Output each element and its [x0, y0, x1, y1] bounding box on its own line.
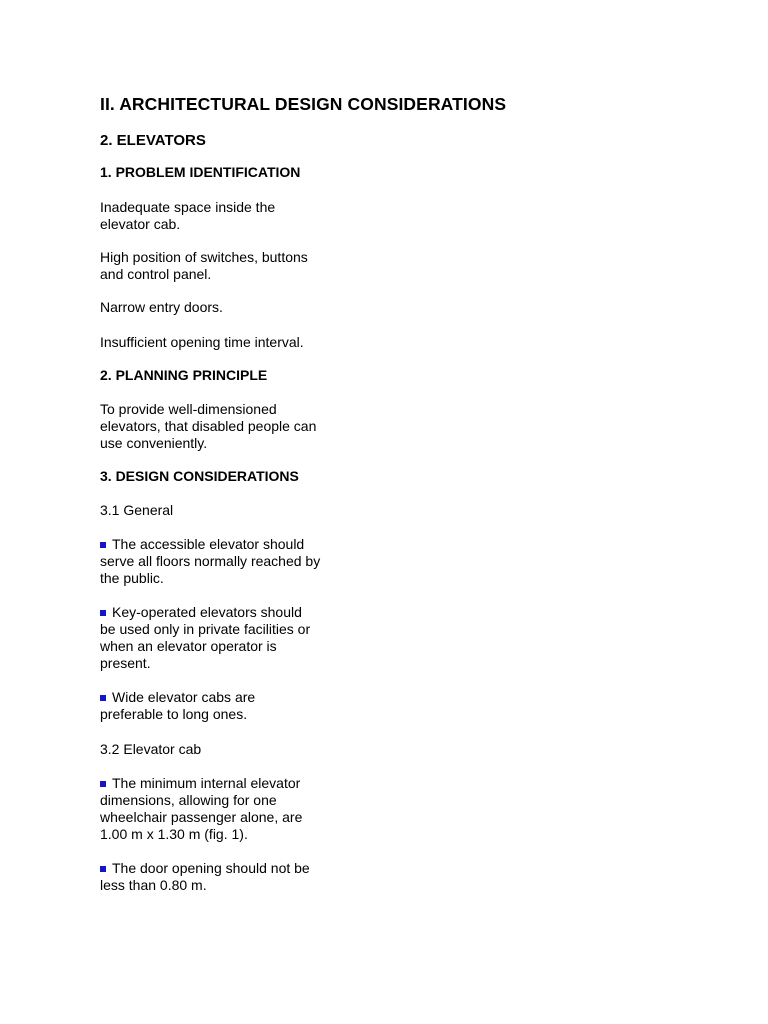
section-heading-elevators: 2. ELEVATORS [100, 132, 206, 149]
text-line: preferable to long ones. [100, 706, 248, 722]
text-line: wheelchair passenger alone, are [100, 809, 303, 825]
general-bullet-2 [100, 604, 310, 672]
text-line: Inadequate space inside the [100, 199, 276, 215]
text-line: The accessible elevator should [112, 536, 305, 552]
bullet-square-icon [100, 781, 106, 787]
text-line: less than 0.80 m. [100, 877, 207, 893]
text-line: 1.00 m x 1.30 m (fig. 1). [100, 826, 248, 842]
problem-item-4 [100, 334, 304, 351]
text-line: elevators, that disabled people can [100, 418, 317, 434]
text-line: elevator cab. [100, 216, 181, 232]
text-line: The door opening should not be [112, 860, 310, 876]
text-line: High position of switches, buttons [100, 249, 308, 265]
cab-bullet-2 [100, 860, 310, 894]
problem-item-1 [100, 199, 275, 233]
text-line: present. [100, 655, 151, 671]
cab-bullet-1 [100, 775, 302, 843]
bullet-square-icon [100, 866, 106, 872]
bullet-square-icon [100, 542, 106, 548]
text-line: dimensions, allowing for one [100, 792, 277, 808]
subheading-general: 3.1 General [100, 502, 174, 518]
subheading-elevator-cab: 3.2 Elevator cab [100, 741, 202, 757]
problem-item-3 [100, 299, 223, 316]
bullet-square-icon [100, 695, 106, 701]
general-bullet-1 [100, 536, 320, 587]
text-line: Wide elevator cabs are [112, 689, 256, 705]
text-line: The minimum internal elevator [112, 775, 301, 791]
heading-design-considerations: 3. DESIGN CONSIDERATIONS [100, 468, 299, 484]
heading-problem-identification: 1. PROBLEM IDENTIFICATION [100, 164, 301, 180]
planning-principle-text [100, 401, 316, 452]
general-bullet-3 [100, 689, 255, 723]
document-title: II. ARCHITECTURAL DESIGN CONSIDERATIONS [100, 94, 507, 114]
text-line: Narrow entry doors. [100, 299, 223, 315]
text-line: and control panel. [100, 266, 212, 282]
text-line: use conveniently. [100, 435, 208, 451]
text-line: Insufficient opening time interval. [100, 334, 304, 350]
problem-item-2 [100, 249, 308, 283]
text-line: To provide well-dimensioned [100, 401, 277, 417]
text-line: be used only in private facilities or [100, 621, 311, 637]
bullet-square-icon [100, 610, 106, 616]
text-line: when an elevator operator is [100, 638, 277, 654]
text-line: Key-operated elevators should [112, 604, 302, 620]
text-line: the public. [100, 570, 164, 586]
text-line: serve all floors normally reached by [100, 553, 321, 569]
heading-planning-principle: 2. PLANNING PRINCIPLE [100, 367, 268, 383]
